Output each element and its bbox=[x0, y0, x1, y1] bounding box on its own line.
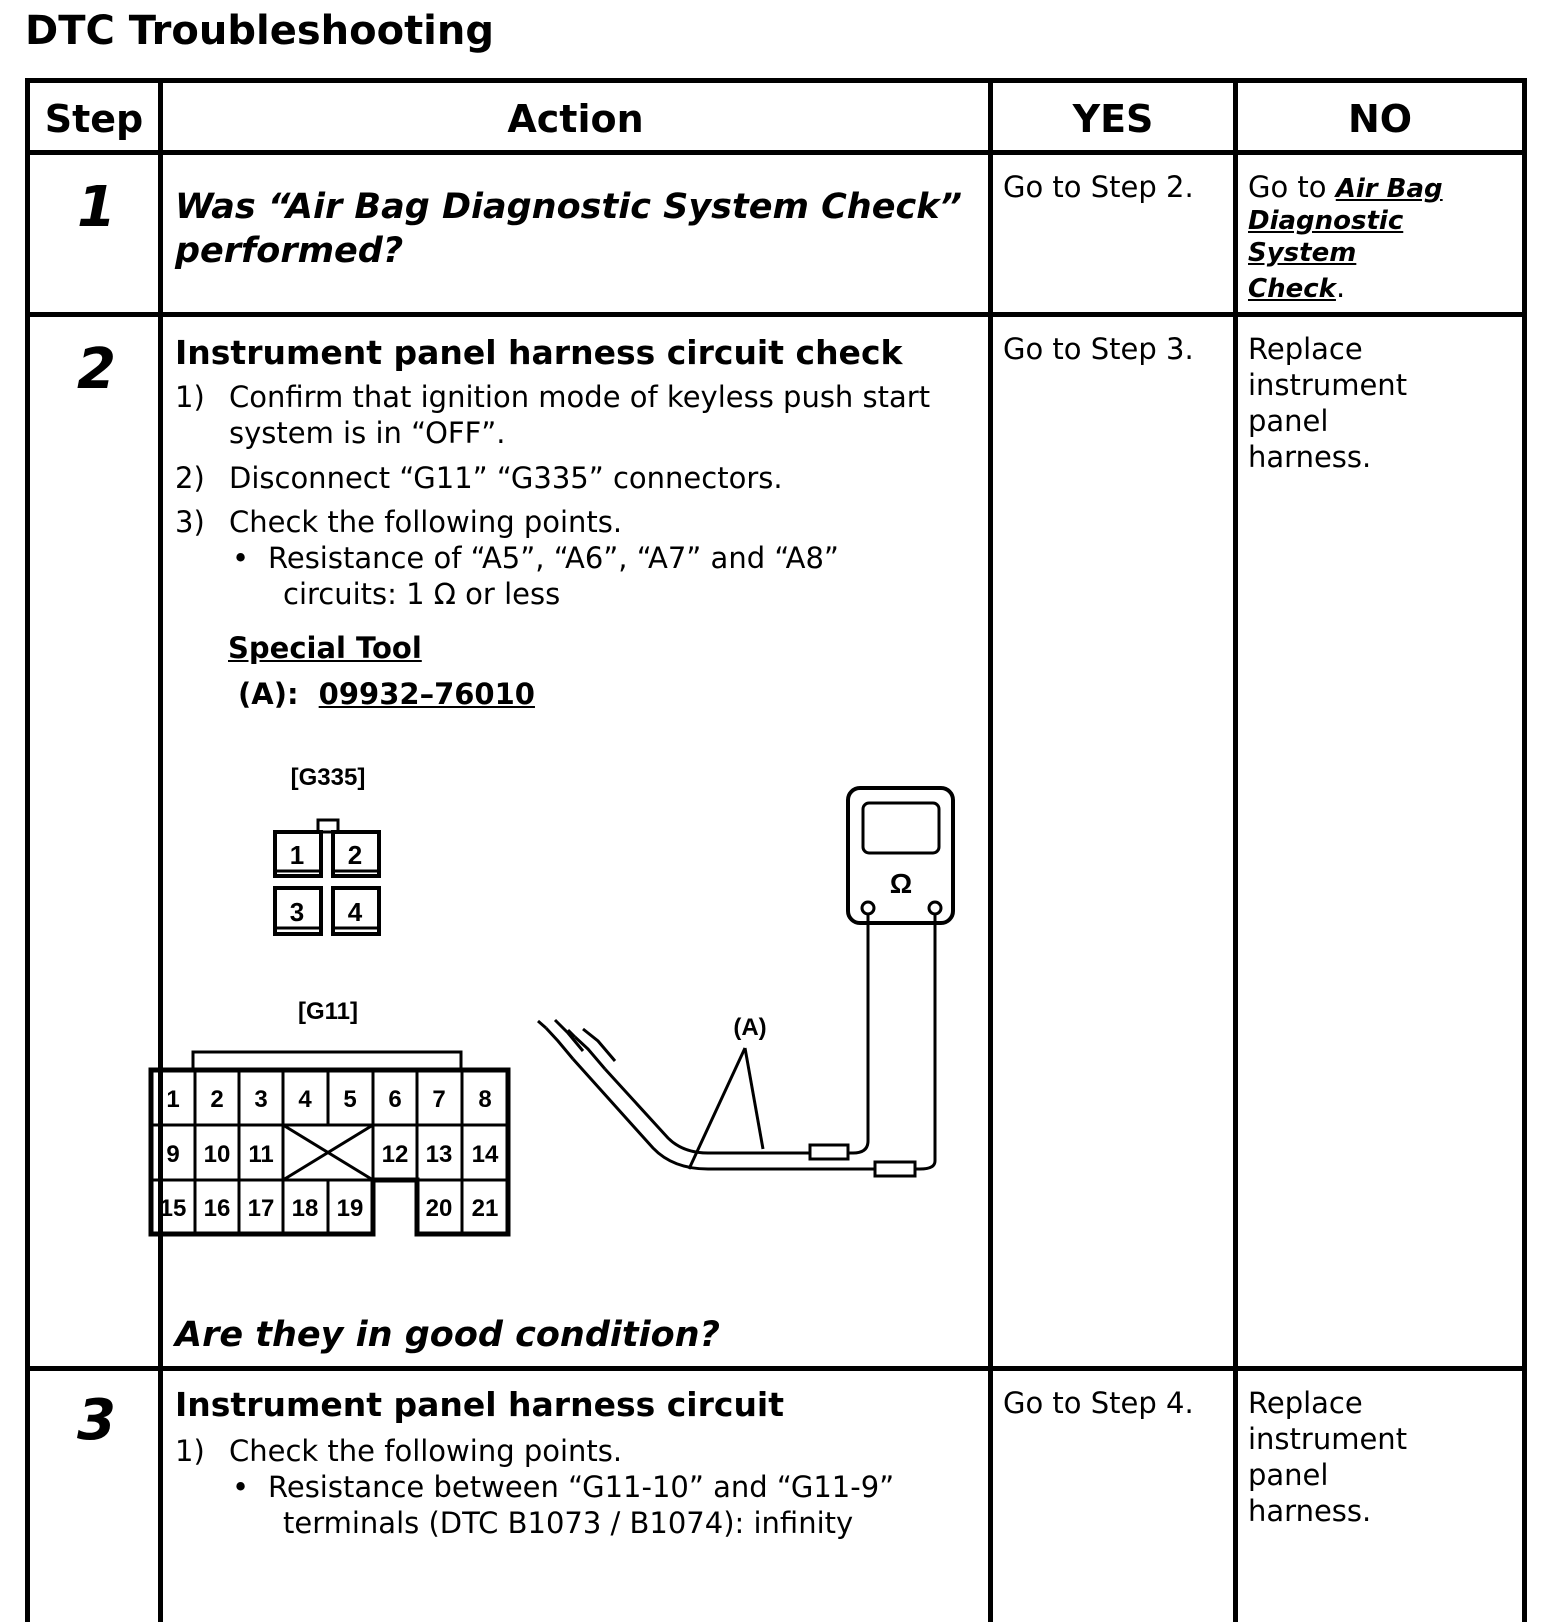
bullet-item bbox=[228, 1469, 978, 1541]
header-step: Step bbox=[44, 97, 144, 141]
g11-pin: 7 bbox=[432, 1086, 446, 1113]
probe-label: (A) bbox=[733, 1014, 767, 1041]
g11-pin: 17 bbox=[247, 1195, 275, 1222]
g11-pin: 11 bbox=[248, 1141, 274, 1168]
yes-cell: Go to Step 4. bbox=[1003, 1386, 1194, 1420]
g11-pin: 21 bbox=[471, 1195, 499, 1222]
yes-cell: Go to Step 3. bbox=[1003, 332, 1194, 366]
no-cell-line: Replace bbox=[1248, 332, 1363, 366]
no-cell-line: panel bbox=[1248, 404, 1329, 438]
list-item bbox=[175, 460, 975, 496]
g11-label: [G11] bbox=[297, 998, 359, 1025]
list-item bbox=[175, 379, 975, 451]
g11-pin: 16 bbox=[203, 1195, 231, 1222]
air-bag-check-link[interactable]: Air Bag bbox=[1335, 174, 1443, 204]
bullet-text: Resistance of “A5”, “A6”, “A7” and “A8” bbox=[268, 541, 839, 575]
no-cell-line: Replace bbox=[1248, 1386, 1363, 1420]
list-item bbox=[175, 504, 975, 540]
g11-pin: 19 bbox=[336, 1195, 364, 1222]
special-tool-label: Special Tool bbox=[228, 631, 422, 665]
g11-pin: 5 bbox=[343, 1086, 357, 1113]
no-cell-line: instrument bbox=[1248, 1422, 1408, 1456]
bullet-icon: • bbox=[232, 541, 250, 575]
g11-pin: 14 bbox=[471, 1141, 499, 1168]
probe-leads bbox=[538, 1020, 935, 1176]
bullet-text: terminals (DTC B1073 / B1074): infinity bbox=[283, 1506, 854, 1540]
no-cell-line: panel bbox=[1248, 1458, 1329, 1492]
g11-pin: 4 bbox=[298, 1086, 312, 1113]
no-cell-line: instrument bbox=[1248, 368, 1408, 402]
g11-pin: 9 bbox=[166, 1141, 180, 1168]
air-bag-check-link[interactable]: Diagnostic bbox=[1248, 206, 1404, 236]
g11-pin: 18 bbox=[291, 1195, 319, 1222]
no-cell bbox=[1248, 169, 1518, 304]
list-item bbox=[175, 1433, 975, 1469]
troubleshooting-table bbox=[25, 78, 1527, 1622]
g11-pin: 8 bbox=[478, 1086, 492, 1113]
special-tool bbox=[238, 677, 535, 711]
no-cell-prefix: Go to bbox=[1248, 170, 1336, 204]
step-number: 1 bbox=[77, 175, 116, 240]
step-question: Are they in good condition? bbox=[175, 1315, 720, 1355]
g335-pin: 3 bbox=[289, 897, 305, 927]
yes-cell: Go to Step 2. bbox=[1003, 170, 1194, 204]
ohmmeter-icon bbox=[848, 788, 953, 1161]
g11-pin: 3 bbox=[254, 1086, 268, 1113]
ohm-symbol: Ω bbox=[889, 868, 913, 899]
step-number: 3 bbox=[77, 1388, 116, 1453]
list-item-text: Confirm that ignition mode of keyless push start bbox=[229, 380, 931, 414]
no-cell-line: harness. bbox=[1248, 440, 1372, 474]
list-item-number: 1) bbox=[175, 1434, 205, 1468]
g335-label: [G335] bbox=[290, 764, 366, 791]
g335-pin: 1 bbox=[289, 840, 305, 870]
no-cell-line: harness. bbox=[1248, 1494, 1372, 1528]
list-item-number: 3) bbox=[175, 505, 205, 539]
no-cell-suffix: . bbox=[1335, 270, 1346, 304]
g11-pin: 13 bbox=[425, 1141, 453, 1168]
connector-diagram bbox=[159, 743, 988, 1313]
list-item-text: Check the following points. bbox=[229, 1434, 623, 1468]
bullet-item bbox=[228, 540, 968, 612]
bullet-icon: • bbox=[232, 1470, 250, 1504]
g11-pin: 12 bbox=[381, 1141, 409, 1168]
header-no: NO bbox=[1347, 97, 1413, 141]
g11-pin: 10 bbox=[203, 1141, 231, 1168]
g335-pin: 4 bbox=[347, 897, 363, 927]
row-divider bbox=[30, 1366, 1522, 1371]
air-bag-check-link[interactable]: Check bbox=[1248, 274, 1336, 304]
g11-pin: 2 bbox=[210, 1086, 224, 1113]
g11-pin: 15 bbox=[159, 1195, 187, 1222]
list-item-text: Check the following points. bbox=[229, 505, 623, 539]
no-cell bbox=[1248, 1385, 1407, 1529]
bullet-text: circuits: 1 Ω or less bbox=[283, 577, 561, 611]
bullet-text: Resistance between “G11-10” and “G11-9” bbox=[268, 1470, 895, 1504]
g11-pin: 6 bbox=[388, 1086, 402, 1113]
page-title: DTC Troubleshooting bbox=[25, 8, 495, 54]
list-item-text: system is in “OFF”. bbox=[229, 416, 506, 450]
list-item-number: 1) bbox=[175, 380, 205, 414]
list-item-text: Disconnect “G11” “G335” connectors. bbox=[229, 461, 783, 495]
row-divider bbox=[30, 312, 1522, 317]
special-tool-number: 09932–76010 bbox=[318, 677, 535, 711]
g11-pin: 20 bbox=[425, 1195, 453, 1222]
header-yes: YES bbox=[1072, 97, 1154, 141]
no-cell bbox=[1248, 331, 1407, 475]
header-action: Action bbox=[507, 97, 644, 141]
special-tool-prefix: (A): bbox=[238, 677, 299, 711]
step-title: Instrument panel harness circuit bbox=[175, 1385, 785, 1424]
air-bag-check-link[interactable]: System bbox=[1248, 238, 1357, 268]
g335-pin: 2 bbox=[347, 840, 363, 870]
step-question: Was “Air Bag Diagnostic System Check” performed? bbox=[175, 187, 963, 271]
list-item-number: 2) bbox=[175, 461, 205, 495]
step-number: 2 bbox=[77, 337, 116, 402]
step-title: Instrument panel harness circuit check bbox=[175, 333, 903, 372]
g11-pin: 1 bbox=[166, 1086, 180, 1113]
